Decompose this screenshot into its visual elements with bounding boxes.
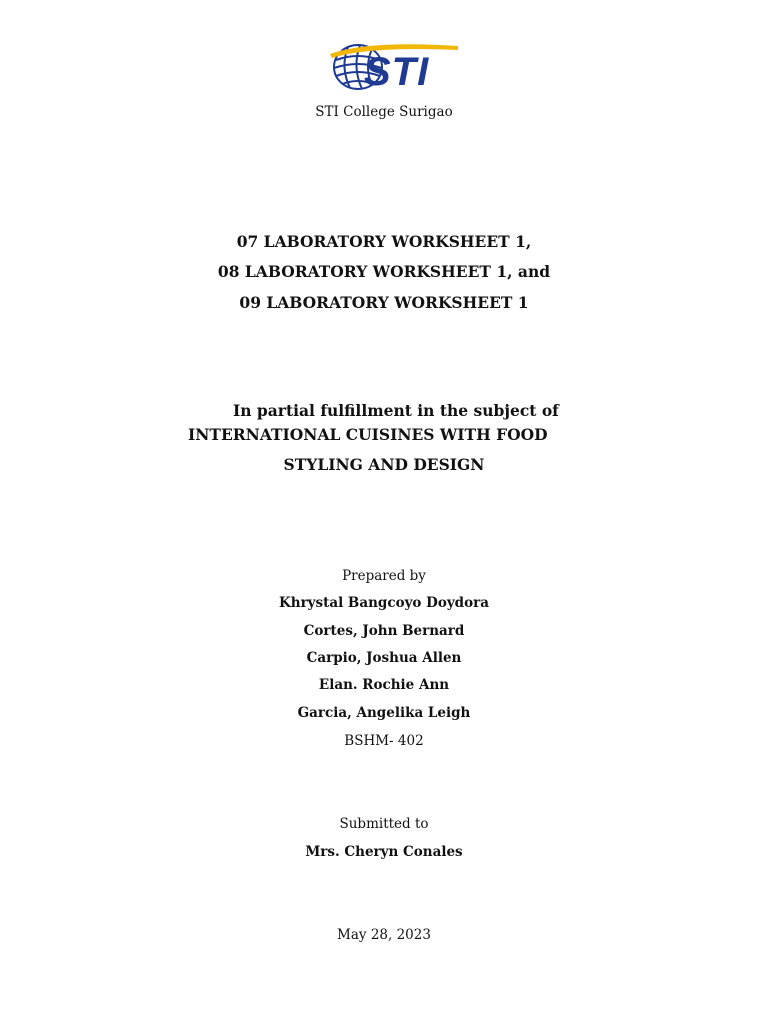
instructor-name: Mrs. Cheryn Conales [305,844,463,860]
title-line-1: 07 LABORATORY WORKSHEET 1, [236,232,532,251]
college-name: STI College Surigao [315,104,453,120]
author-name: Carpio, Joshua Allen [306,650,462,666]
author-name: Cortes, John Bernard [303,623,465,639]
title-line-3: 09 LABORATORY WORKSHEET 1 [239,293,529,312]
sti-logo [328,40,462,92]
fulfillment-line-2: INTERNATIONAL CUISINES WITH FOOD [188,425,548,444]
title-line-2: 08 LABORATORY WORKSHEET 1, and [217,262,551,281]
prepared-by-label: Prepared by [342,568,426,584]
logo-wordmark: STI [364,50,430,92]
submission-date: May 28, 2023 [337,927,431,943]
author-name: Khrystal Bangcoyo Doydora [279,595,489,611]
fulfillment-line-3: STYLING AND DESIGN [283,455,485,474]
author-name: Garcia, Angelika Leigh [297,705,471,721]
fulfillment-line-1: In partial fulfillment in the subject of [233,401,559,420]
section-code: BSHM- 402 [344,733,424,749]
author-name: Elan. Rochie Ann [318,677,450,693]
submitted-to-label: Submitted to [339,816,429,832]
